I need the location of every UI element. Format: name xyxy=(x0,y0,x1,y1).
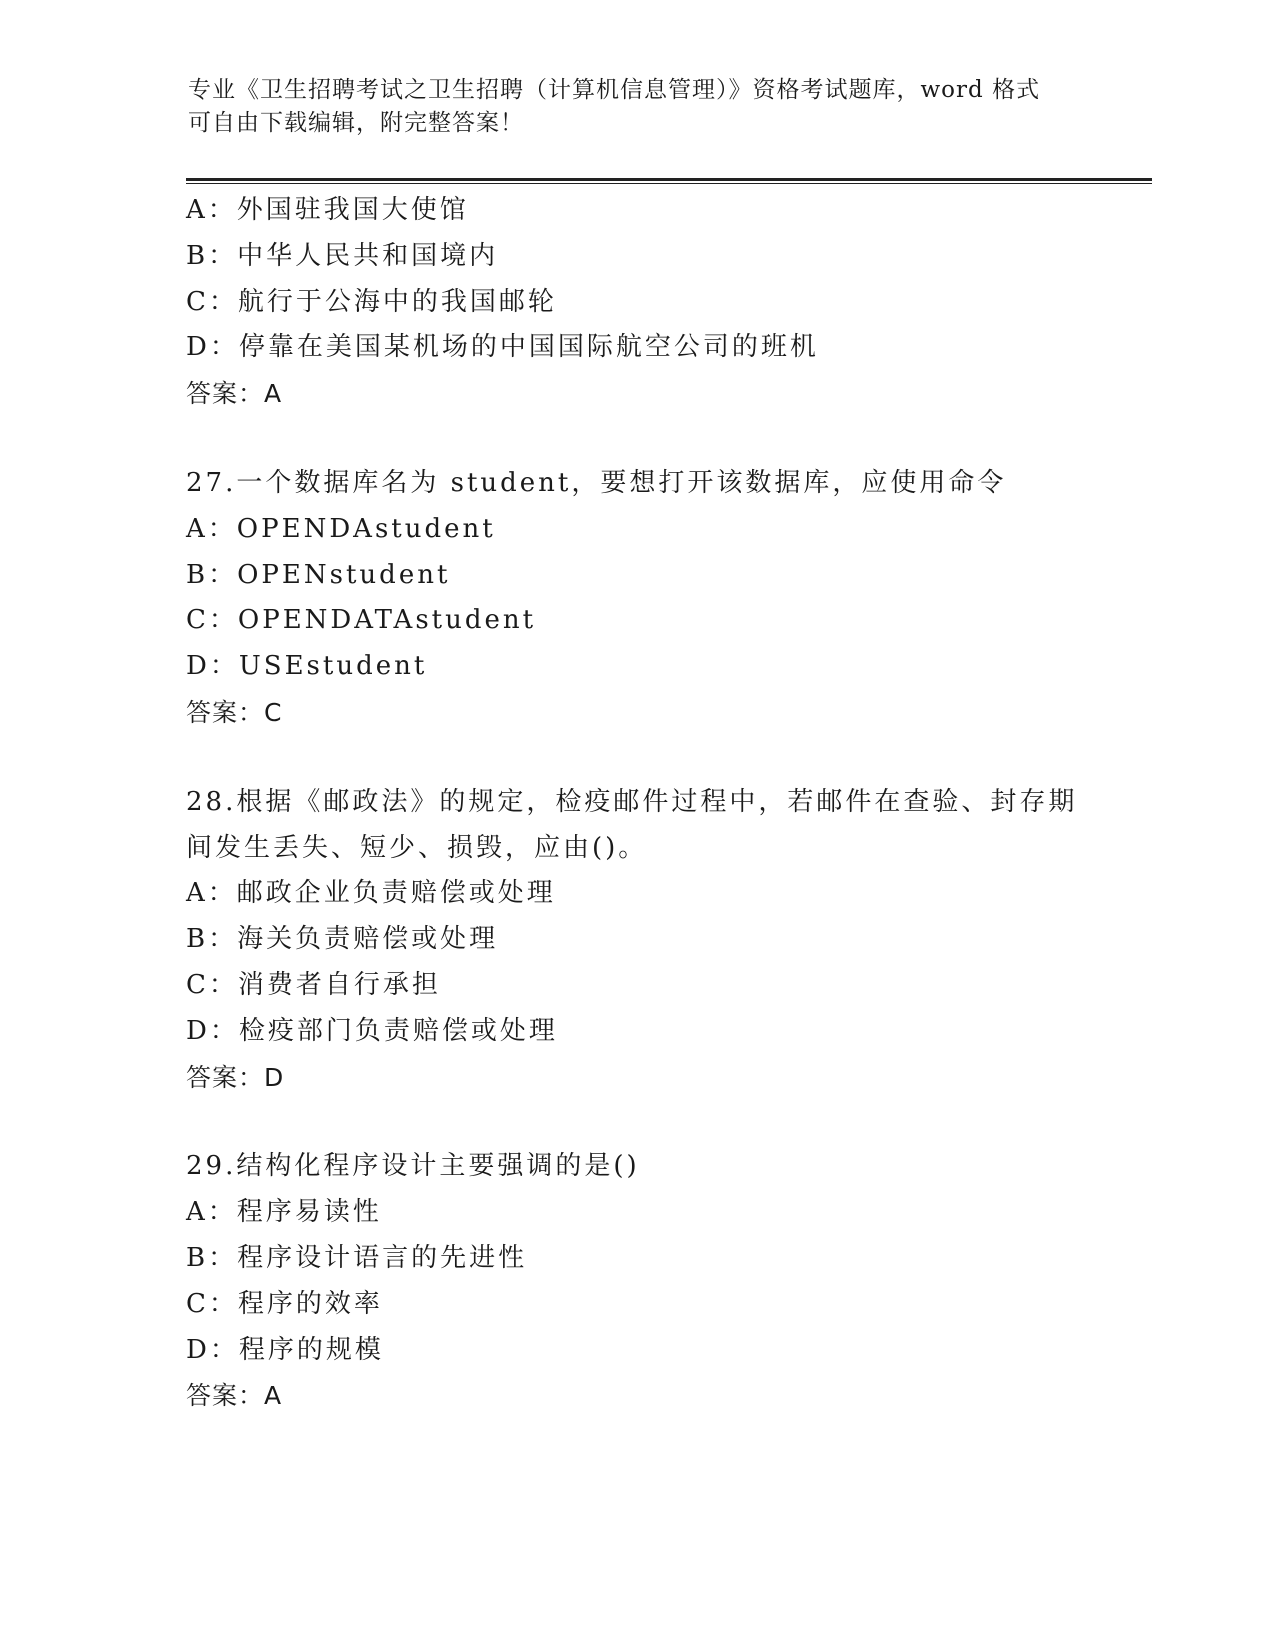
q28-option-a: A：邮政企业负责赔偿或处理 xyxy=(186,878,556,909)
q29-option-d: D：程序的规模 xyxy=(186,1334,384,1365)
q27-option-a: A：OPENDAstudent xyxy=(186,513,496,544)
header-title-line-1: 专业《卫生招聘考试之卫生招聘（计算机信息管理）》资格考试题库，word 格式 xyxy=(188,77,1041,103)
header-divider-thin xyxy=(186,183,1152,184)
q28-question-line-2: 间发生丢失、短少、损毁，应由()。 xyxy=(186,832,648,863)
question-26-block xyxy=(186,188,1146,417)
question-29-block xyxy=(186,1144,1146,1419)
q29-question: 29.结构化程序设计主要强调的是() xyxy=(186,1151,640,1182)
q27-option-c: C：OPENDATAstudent xyxy=(186,605,537,636)
q28-option-b: B：海关负责赔偿或处理 xyxy=(186,924,499,955)
q29-option-a: A：程序易读性 xyxy=(186,1197,382,1228)
q26-option-a: A：外国驻我国大使馆 xyxy=(186,195,469,225)
q27-option-b: B：OPENstudent xyxy=(186,559,451,590)
q28-option-c: C：消费者自行承担 xyxy=(186,969,441,1000)
q27-question: 27.一个数据库名为 student，要想打开该数据库，应使用命令 xyxy=(186,467,1007,498)
q26-option-d: D：停靠在美国某机场的中国国际航空公司的班机 xyxy=(186,332,819,363)
spacer xyxy=(186,736,1146,780)
q29-answer: 答案：A xyxy=(186,1381,283,1411)
q29-option-b: B：程序设计语言的先进性 xyxy=(186,1242,528,1273)
header-divider-thick xyxy=(186,178,1152,181)
header-divider xyxy=(186,178,1152,185)
question-list xyxy=(186,188,1146,1419)
q26-answer: 答案：A xyxy=(186,379,283,409)
question-28-block xyxy=(186,780,1146,1101)
q28-answer: 答案：D xyxy=(186,1062,285,1092)
q27-answer: 答案：C xyxy=(186,697,283,727)
spacer xyxy=(186,417,1146,461)
header-title-line-2: 可自由下载编辑，附完整答案！ xyxy=(188,110,524,136)
q26-option-b: B：中华人民共和国境内 xyxy=(186,240,499,271)
question-27-block xyxy=(186,461,1146,736)
q27-option-d: D：USEstudent xyxy=(186,651,428,682)
q28-option-d: D：检疫部门负责赔偿或处理 xyxy=(186,1015,558,1046)
document-header xyxy=(188,74,1068,140)
q28-question-line-1: 28.根据《邮政法》的规定，检疫邮件过程中，若邮件在查验、封存期 xyxy=(186,786,1078,817)
q29-option-c: C：程序的效率 xyxy=(186,1288,383,1319)
spacer xyxy=(186,1100,1146,1144)
q26-option-c: C：航行于公海中的我国邮轮 xyxy=(186,286,557,317)
